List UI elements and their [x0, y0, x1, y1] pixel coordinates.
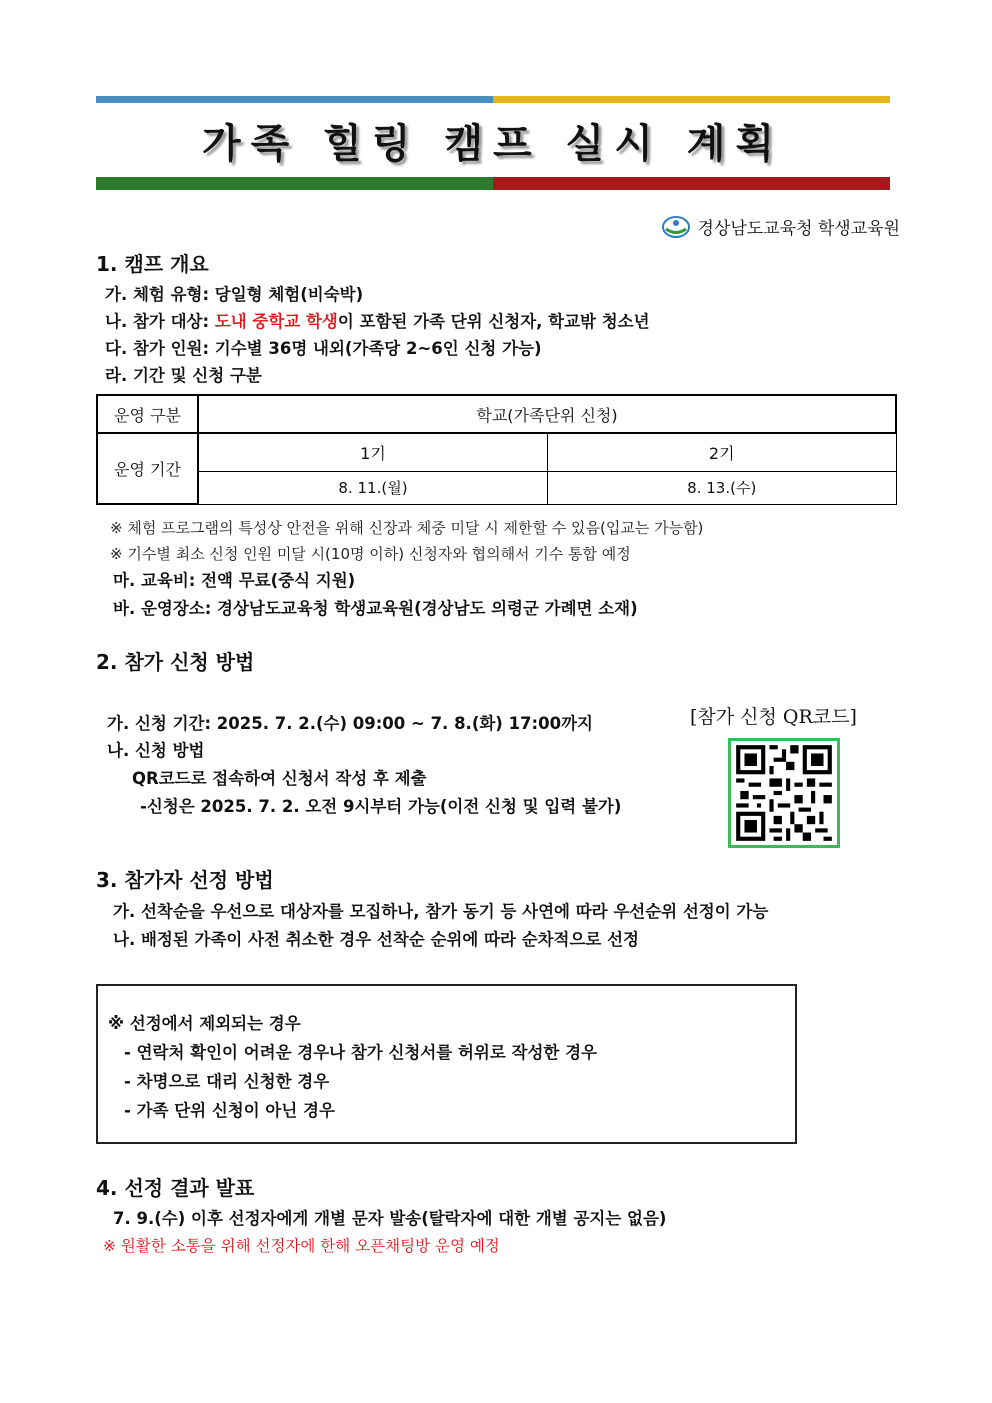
- header-bar-top-right: [493, 96, 890, 103]
- exclusion-item-3: - 가족 단위 신청이 아닌 경우: [124, 1101, 335, 1120]
- schedule-table: [96, 394, 897, 505]
- s2-item-b: 나. 신청 방법: [107, 741, 205, 760]
- exclusion-title: ※ 선정에서 제외되는 경우: [108, 1014, 301, 1033]
- s4-item-a: 7. 9.(수) 이후 선정자에게 개별 문자 발송(탈락자에 대한 개별 공지는 없음): [113, 1209, 667, 1228]
- s1-item-c: 다. 참가 인원: 기수별 36명 내외(가족당 2~6인 신청 가능): [105, 339, 542, 358]
- table-date-1: 8. 11.(월): [198, 471, 548, 504]
- header-bar-top-left: [96, 96, 493, 103]
- s1-item-f: 바. 운영장소: 경상남도교육청 학생교육원(경상남도 의령군 가례면 소재): [113, 599, 638, 618]
- qr-code-icon: [731, 741, 837, 845]
- header-bar-bottom-right: [493, 177, 890, 190]
- s1-item-b-highlight: 도내 중학교 학생: [214, 312, 338, 331]
- exclusion-item-1: - 연락처 확인이 어려운 경우나 참가 신청서를 허위로 작성한 경우: [124, 1043, 597, 1062]
- section-2-heading: 2. 참가 신청 방법: [96, 650, 255, 674]
- table-row2-label: 운영 기간: [97, 433, 198, 504]
- s2-item-b2: -신청은 2025. 7. 2. 오전 9시부터 가능(이전 신청 및 입력 불가): [140, 797, 622, 816]
- table-row1-value: 학교(가족단위 신청): [198, 395, 896, 433]
- table-session-1: 1기: [198, 433, 548, 471]
- table-row1-label: 운영 구분: [97, 395, 198, 433]
- s1-item-a: 가. 체험 유형: 당일형 체험(비숙박): [105, 285, 364, 304]
- s1-item-b: [105, 308, 650, 332]
- section-1-heading: 1. 캠프 개요: [96, 252, 209, 276]
- s2-item-b1: QR코드로 접속하여 신청서 작성 후 제출: [132, 769, 427, 788]
- s1-note-2: ※ 기수별 최소 신청 인원 미달 시(10명 이하) 신청자와 협의해서 기수 통합 예정: [110, 545, 631, 563]
- header-bar-bottom-left: [96, 177, 493, 190]
- exclusion-item-2: - 차명으로 대리 신청한 경우: [124, 1072, 330, 1091]
- table-date-2: 8. 13.(수): [548, 471, 897, 504]
- exclusion-box: [96, 984, 797, 1144]
- s1-item-b-prefix: 나. 참가 대상:: [105, 312, 215, 331]
- org-name: 경상남도교육청 학생교육원: [697, 219, 900, 239]
- s1-note-1: ※ 체험 프로그램의 특성상 안전을 위해 신장과 체중 미달 시 제한할 수 있음(입교는 가능함): [110, 519, 704, 537]
- s1-item-d: 라. 기간 및 신청 구분: [105, 366, 262, 385]
- qr-code[interactable]: [728, 738, 840, 848]
- s3-item-a: 가. 선착순을 우선으로 대상자를 모집하나, 참가 동기 등 사연에 따라 우선순위 선정이 가능: [113, 902, 769, 921]
- table-session-2: 2기: [548, 433, 897, 471]
- section-4-heading: 4. 선정 결과 발표: [96, 1176, 255, 1200]
- org-logo-icon: [662, 216, 690, 238]
- org-signature: [662, 214, 900, 239]
- s1-item-b-suffix: 이 포함된 가족 단위 신청자, 학교밖 청소년: [337, 312, 650, 331]
- s2-item-a: 가. 신청 기간: 2025. 7. 2.(수) 09:00 ~ 7. 8.(화) 17:00까지: [107, 714, 593, 733]
- qr-label: [참가 신청 QR코드]: [690, 706, 857, 728]
- page-title: 가족 힐링 캠프 실시 계획: [201, 121, 785, 167]
- s3-item-b: 나. 배정된 가족이 사전 취소한 경우 선착순 순위에 따라 순차적으로 선정: [113, 930, 639, 949]
- s1-item-e: 마. 교육비: 전액 무료(중식 지원): [113, 571, 356, 590]
- section-3-heading: 3. 참가자 선정 방법: [96, 868, 274, 892]
- s4-note: ※ 원활한 소통을 위해 선정자에 한해 오픈채팅방 운영 예정: [103, 1237, 500, 1255]
